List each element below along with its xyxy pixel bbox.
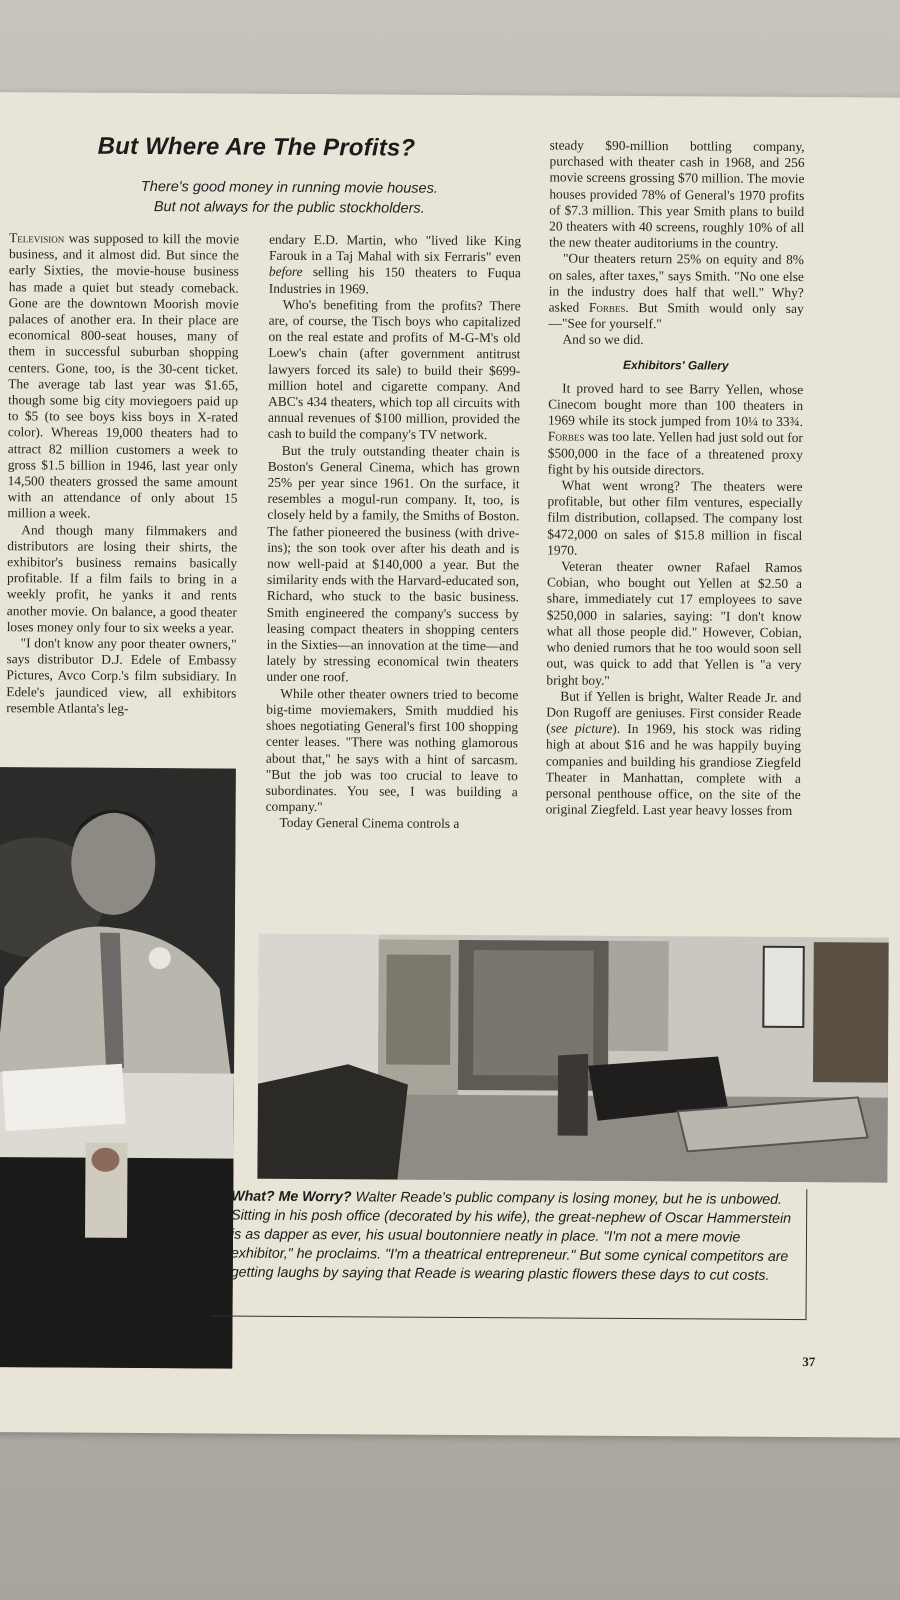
caption-lead: What? Me Worry? (231, 1188, 352, 1206)
paragraph: And so we did. (562, 332, 644, 348)
office-photo (257, 934, 888, 1183)
paragraph: And though many filmmakers and distributors are losing their shirts, the exhibitor's business remains basically profitable. If a film fails to bring in a weekly profit, he yanks it and rents another movie. On balance, a good theater loses money only four to six weeks a year. (6, 521, 238, 636)
paragraph: "Our theaters return 25% on equity and 8% on sales, after taxes," says Smith. "No one else in the industry does half that well." Why? asked Forbes. But Smith would only say—"See for yourself." (548, 250, 805, 332)
paragraph: But if Yellen is bright, Walter Reade Jr. and Don Rugoff are geniuses. First consider Reade (see picture). In 1969, his stock was riding high at about $16 and he was happily buying companies and building his grandiose Ziegfeld Theater in Manhattan, complete with a personal penthouse office, on the site of the original Ziegfeld. Last year heavy losses from (545, 688, 802, 819)
paragraph: endary E.D. Martin, who "lived like King Farouk in a Taj Mahal with six Ferraris" even before selling his 150 theaters to Fuqua Industries in 1969. (268, 231, 522, 296)
paragraph: Today General Cinema controls a (279, 815, 460, 832)
magazine-page (0, 92, 900, 1438)
paragraph: Veteran theater owner Rafael Ramos Cobian, who bought out Yellen at $2.50 a share, immediately cut 17 employees to save $250,000 in salaries, saying: "I don't know what all those people did." However, Cobian, who denied rumors that he too would soon sell out, was quick to add that Yellen is "a very bright boy." (546, 558, 803, 688)
office-illustration (257, 934, 888, 1183)
paragraph: While other theater owners tried to become big-time moviemakers, Smith muddied his shoes negotiating General's first 100 shopping center leases. "There was nothing glamorous about that," he says with a hint of sarcasm. "But the job was too crucial to leave to subordinates. You see, I was building a company." (265, 685, 519, 815)
portrait-photo (0, 767, 236, 1368)
photo-caption: What? Me Worry? Walter Reade's public company is losing money, but he is unbowed. Sitting in his posh office (decorated by his wife), the great-nephew of Oscar Hammerstein is as dapper as ever, his usual boutonniere neatly in place. "I'm not a mere movie exhibitor," he proclaims. "I'm a theatrical entrepreneur." But some cynical competitors are getting laughs by saying that Reade is wearing plastic flowers these days to cut costs. (230, 1188, 792, 1284)
lead-word: Television (9, 230, 65, 246)
section-heading: Exhibitors' Gallery (623, 357, 729, 373)
text-column-1 (6, 230, 239, 717)
page-number: 37 (802, 1354, 816, 1370)
paragraph: Who's benefiting from the profits? There are, of course, the Tisch boys who capitalized on the real estate and profits of M-G-M's old Loew's chain (after government antitrust lawyers forced its sale) to build their $699-million hotel and cigarette company. And ABC's 434 theaters, which top all circuits with annual revenues of $100 million, provided the cash to build the company's TV network. (267, 296, 521, 443)
portrait-illustration (0, 767, 236, 1368)
text-column-2 (265, 232, 521, 833)
paragraph: steady $90-million bottling company, purchased with theater cash in 1968, and 256 movie screens grossing $70 million. The movie houses provided 78% of General's 1970 profits of $7.3 million. This year Smith plans to build 20 theaters with 40 screens, roughly 10% of all the new theater auditoriums in the country. (549, 137, 805, 252)
article-subhead (79, 177, 499, 220)
subhead-line-1: There's good money in running movie houses. (140, 178, 438, 197)
subhead-line-2: But not always for the public stockholders. (153, 199, 425, 217)
paragraph: It proved hard to see Barry Yellen, whose Cinecom bought more than 100 theaters in 1969 while its stock jumped from 10¼ to 33¾. Forbes was too late. Yellen had just sold out for $500,000 in the face of a threatened proxy fight by his outside directors. (547, 380, 804, 478)
paragraph: "I don't know any poor theater owners," says distributor D.J. Edele of Embassy Pictures, Avco Corp.'s film subsidiary. In Edele's jaundiced view, all exhibitors resemble Atlanta's leg- (6, 635, 237, 716)
article-headline: But Where Are The Profits? (97, 132, 416, 162)
paragraph: What went wrong? The theaters were profitable, but other film ventures, especially film distribution, collapsed. The company lost $472,000 on sales of $15.8 million in fiscal 1970. (547, 477, 803, 558)
text-column-3 (546, 137, 805, 819)
paragraph: But the truly outstanding theater chain is Boston's General Cinema, which has grown 25% per year since 1961. On the surface, it resembles a mogul-run company. It, too, is closely held by a family, the Smiths of Boston. The father pioneered the business (with drive-ins); the son took over after his death and is now well-paid at $140,000 a year. But the similarity ends with the Harvard-educated son, Richard, who stuck to the basic business. Smith engineered the company's success by leasing compact theaters in shopping centers in the Sixties—an innovation at the time—and lately by stressing economical twin theaters under one roof. (266, 442, 520, 685)
paragraph: Television was supposed to kill the movie business, and it almost did. But since the early Sixties, the movie-house business has made a quiet but steady comeback. Gone are the downtown Moorish movie palaces of another era. In their place are economical 800-seat houses, many of them in successful suburban shopping centers. Gone, too, is the 30-cent ticket. The average tab last year was $1.65, though some big city moviegoers paid up to $5 (to see boys kiss boys in X-rated color). Whereas 19,000 theaters had to attract 82 million customers a week to gross $1.5 billion in 1946, last year only 14,500 theaters grossed the same amount with an attendance of only about 15 million a week. (7, 230, 240, 522)
